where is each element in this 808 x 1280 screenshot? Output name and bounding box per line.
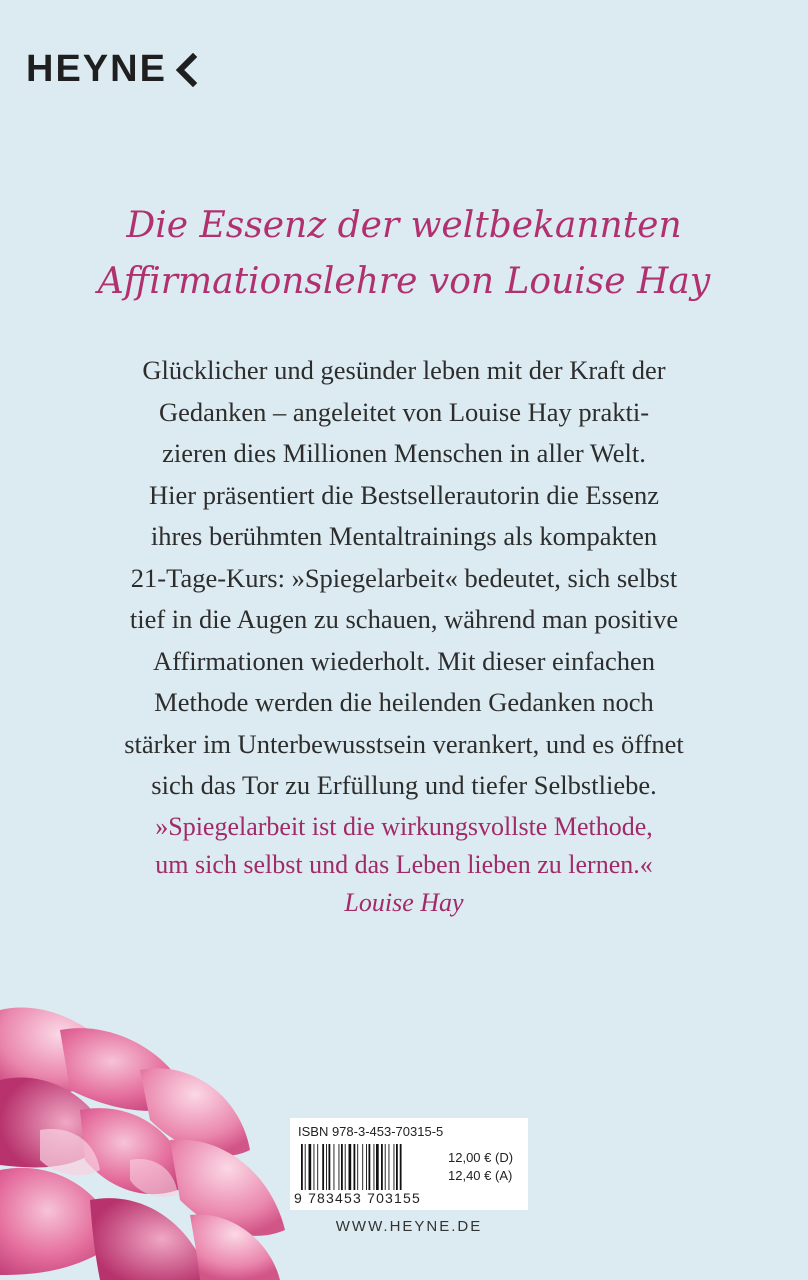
blurb-line: zieren dies Millionen Menschen in aller Welt. [162,438,646,468]
blurb-line: sich das Tor zu Erfüllung und tiefer Selbstliebe. [151,770,657,800]
barcode-bar [357,1144,358,1190]
barcode-bar [389,1144,390,1190]
blurb-line: Glücklicher und gesünder leben mit der Kraft der [142,355,666,385]
barcode-bar [317,1144,318,1190]
barcode-bar [339,1144,340,1190]
barcode-bar [369,1144,371,1190]
isbn-label: ISBN 978-3-453-70315-5 [298,1124,444,1139]
isbn-barcode-box [290,1118,528,1210]
price-austria: 12,40 € (A) [448,1168,513,1183]
barcode-bar [301,1144,303,1190]
blurb-line: tief in die Augen zu schauen, während man positive [129,604,679,634]
headline [60,198,748,310]
headline-line: Affirmationslehre von Louise Hay [97,261,711,302]
barcode-bar [314,1144,315,1190]
barcode-bar [400,1144,402,1190]
barcode-bar [345,1144,346,1190]
chevron-left-icon [173,53,199,87]
barcode-bar [305,1144,306,1190]
price-germany: 12,00 € (D) [448,1150,514,1165]
publisher-logo [26,48,199,91]
publisher-website: WWW.HEYNE.DE [335,1218,483,1235]
barcode-bar [396,1144,398,1190]
barcode-bar [376,1144,379,1190]
barcode-bar [381,1144,383,1190]
rose-illustration [0,1000,300,1280]
barcode-bar [394,1144,395,1190]
barcode-bar [374,1144,375,1190]
quote-author: Louise Hay [344,888,464,917]
quote-line: »Spiegelarbeit ist die wirkungsvollste Methode, [155,812,653,841]
barcode [300,1144,430,1190]
blurb-line: Methode werden die heilenden Gedanken noch [154,687,654,717]
barcode-digits: 9 783453 703155 [294,1190,421,1206]
blurb-line: stärker im Unterbewusstsein verankert, und es öffnet [124,728,684,759]
barcode-bar [362,1144,363,1190]
blurb-line: Hier präsentiert die Bestsellerautorin die Essenz [149,479,659,510]
blurb-line: Gedanken – angeleitet von Louise Hay prakti- [158,396,650,427]
barcode-bar [341,1144,343,1190]
barcode-bar [366,1144,367,1190]
headline-line: Die Essenz der weltbekannten [126,205,682,246]
quote [60,808,748,922]
quote-line: um sich selbst und das Leben lieben zu lernen.« [155,850,653,879]
barcode-bar [329,1144,331,1190]
blurb-line: 21-Tage-Kurs: »Spiegelarbeit« bedeutet, sich selbst [130,562,678,593]
blurb-text [60,350,748,807]
barcode-bar [385,1144,386,1190]
barcode-bar [334,1144,335,1190]
barcode-bar [349,1144,352,1190]
blurb-line: ihres berühmten Mentaltrainings als kompakten [150,521,658,551]
blurb-line: Affirmationen wiederholt. Mit dieser einfachen [152,645,656,676]
barcode-bar [354,1144,356,1190]
barcode-bar [322,1144,324,1190]
barcode-bar [326,1144,327,1190]
barcode-bar [309,1144,312,1190]
publisher-name: HEYNE [26,48,167,90]
